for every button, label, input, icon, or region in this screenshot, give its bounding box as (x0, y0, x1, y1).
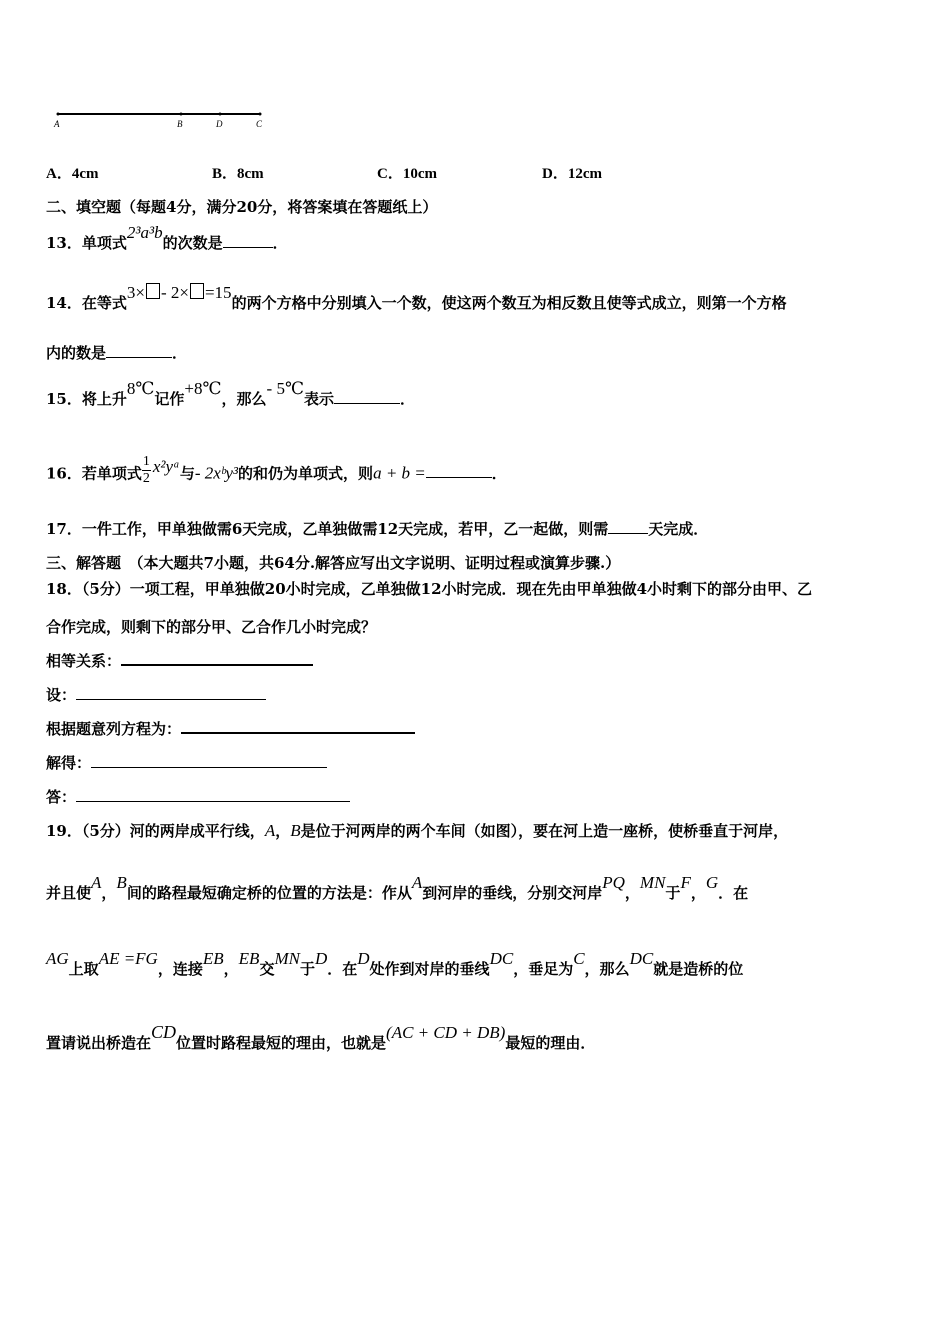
q17-suffix: 天完成． (648, 520, 709, 538)
option-c: C．10cm (377, 166, 437, 182)
q16-math-3: a + b = (373, 463, 426, 483)
q18-equal-blank[interactable] (121, 650, 313, 666)
q19-l3i: ，那么 (584, 960, 630, 978)
q19-math-dc2: DC (629, 949, 654, 968)
option-d: D．12cm (542, 166, 602, 182)
question-14-line2 (46, 342, 187, 363)
q17-prefix: 17．一件工作，甲单独做需6天完成，乙单独做需12天完成，若甲，乙一起做，则需 (46, 520, 609, 538)
q19-l4c: 最短的理由． (505, 1034, 596, 1052)
q16-frac-den: 2 (142, 471, 150, 486)
q13-end: ． (272, 234, 288, 252)
q19-l1a: 19．（5分）河的两岸成平行线， (46, 822, 265, 840)
q19-l4a: 置请说出桥造在 (46, 1034, 152, 1052)
q17-answer-blank[interactable] (608, 519, 648, 534)
q19-l3f: ．在 (327, 960, 358, 978)
q19-l2b: ， (101, 884, 117, 902)
q19-math-d2: D (357, 949, 370, 968)
q16-prefix: 16．若单项式 (46, 464, 142, 483)
q19-l2-math-a: A (91, 873, 102, 892)
q19-l3j: 就是造桥的位 (653, 960, 744, 978)
q14-answer-blank[interactable] (106, 343, 172, 358)
q14-math-a: 3× (126, 283, 145, 302)
q18-solve-row (46, 752, 327, 773)
q13-answer-blank[interactable] (223, 233, 273, 248)
q19-math-eb2: EB (238, 949, 260, 968)
q19-math-sum: (AC + CD + DB) (386, 1023, 506, 1042)
option-b: B．8cm (212, 166, 264, 182)
q14-box-2[interactable] (190, 283, 204, 299)
q18-solve-blank[interactable] (91, 753, 327, 768)
q15-answer-blank[interactable] (334, 389, 400, 404)
q19-l4b: 位置时路程最短的理由，也就是 (176, 1034, 387, 1052)
q19-math-d: D (314, 949, 328, 968)
q19-l2a: 并且使 (46, 884, 92, 902)
q18-equation-row (46, 718, 415, 739)
label-c: C (256, 119, 263, 129)
q14-math (127, 283, 232, 302)
q15-math-1: 8℃ (126, 379, 155, 398)
question-18-line1: 18．（5分）一项工程，甲单独做20小时完成，乙单独做12小时完成．现在先由甲单独做4小时剩下的部分由甲、乙 (46, 580, 813, 598)
q18-solve-label: 解得： (46, 754, 92, 772)
q16-text-1: 与 (179, 464, 195, 483)
q19-l2e: ， (624, 884, 640, 902)
q16-frac-num: 1 (142, 454, 150, 469)
q15-text-1: 记作 (154, 390, 185, 408)
q19-math-pq: PQ (602, 873, 625, 892)
q19-l2f: 于 (665, 884, 681, 902)
q19-l1c: 是位于河两岸的两个车间（如图），要在河上造一座桥，使桥垂直于河岸， (300, 822, 789, 840)
q15-text-2: ，那么 (221, 390, 267, 408)
q19-math-mn2: MN (274, 949, 300, 968)
q19-math-b: B (290, 821, 301, 840)
q19-l2c: 间的路程最短确定桥的位置的方法是：作从 (126, 884, 412, 902)
q19-math-dc: DC (489, 949, 514, 968)
q19-l2g: ， (690, 884, 706, 902)
question-13 (46, 223, 288, 253)
question-15 (46, 379, 416, 409)
q16-end: ． (491, 464, 507, 483)
question-17 (46, 518, 708, 539)
q16-text-2: 的和仍为单项式，则 (238, 464, 374, 483)
q14-suffix: 的两个方格中分别填入一个数，使这两个数互为相反数且使等式成立，则第一个方格 (231, 294, 787, 312)
option-a: A．4cm (46, 166, 99, 182)
q19-math-ag: AG (46, 949, 69, 968)
q19-math-aefg: AE =FG (98, 949, 158, 968)
section3-heading: 三、解答题 （本大题共7小题，共64分.解答应写出文字说明、证明过程或演算步骤.） (46, 554, 621, 572)
q18-let-label: 设： (46, 686, 77, 704)
q13-prefix: 13．单项式 (46, 234, 127, 252)
section2-heading: 二、填空题（每题4分，满分20分，将答案填在答题纸上） (46, 198, 438, 216)
q16-answer-blank[interactable] (426, 463, 492, 478)
q14-end: ． (172, 344, 188, 362)
q15-math-3: - 5℃ (266, 379, 304, 398)
q13-math: 2³a³b (126, 223, 163, 242)
q19-l3d: 交 (259, 960, 275, 978)
q18-let-row (46, 684, 266, 705)
label-a: A (54, 119, 60, 129)
question-18-line2: 合作完成，则剩下的部分甲、乙合作几小时完成？ (46, 618, 377, 636)
q18-let-blank[interactable] (76, 685, 266, 700)
q14-math-c: =15 (204, 283, 232, 302)
q13-suffix: 的次数是 (162, 234, 223, 252)
q19-l3b: ，连接 (157, 960, 203, 978)
q14-line2: 内的数是 (46, 344, 107, 362)
question-14 (46, 283, 787, 313)
question-19-line2 (46, 873, 749, 903)
q19-l1b: ， (275, 822, 291, 840)
segment-diagram (48, 104, 278, 134)
q16-math-2: - 2xᵇy³ (194, 463, 239, 483)
q15-math-2: +8℃ (184, 379, 222, 398)
q19-l2d: 到河岸的垂线，分别交河岸 (422, 884, 603, 902)
point-d (219, 113, 222, 116)
q19-l2-math-a2: A (411, 873, 423, 892)
q19-l2h: ．在 (718, 884, 749, 902)
q18-answer-blank[interactable] (76, 787, 350, 802)
q18-equation-blank[interactable] (181, 718, 415, 734)
question-19-line3 (46, 949, 744, 979)
q19-l3h: ，垂足为 (513, 960, 574, 978)
question-19-line4 (46, 1022, 596, 1053)
question-19-line1 (46, 820, 788, 841)
q19-l2-math-b: B (116, 873, 127, 892)
q18-equal-row (46, 650, 313, 671)
q19-math-cd: CD (151, 1022, 177, 1042)
q19-math-a: A (264, 821, 276, 840)
q14-math-b: - 2× (160, 283, 189, 302)
q16-fraction (142, 454, 153, 486)
question-16 (46, 454, 507, 491)
q14-box-1[interactable] (146, 283, 160, 299)
q19-math-c: C (573, 949, 585, 968)
q18-answer-label: 答： (46, 788, 77, 806)
q16-math-1: x²yᵃ (152, 457, 180, 477)
q15-text-3: 表示 (303, 390, 334, 408)
point-a (57, 113, 60, 116)
q19-l3e: 于 (299, 960, 315, 978)
q18-equation-label: 根据题意列方程为： (46, 720, 182, 738)
q14-prefix: 14．在等式 (46, 294, 127, 312)
q19-math-f: F (680, 873, 691, 892)
q15-prefix: 15．将上升 (46, 390, 127, 408)
q19-l3c: ， (223, 960, 239, 978)
q19-math-mn: MN (639, 873, 666, 892)
q19-l3g: 处作到对岸的垂线 (369, 960, 490, 978)
point-b (180, 113, 183, 116)
q15-end: ． (400, 390, 416, 408)
q18-equal-label: 相等关系： (46, 652, 122, 670)
label-b: B (177, 119, 183, 129)
q19-math-eb: EB (202, 949, 224, 968)
q19-l3a: 上取 (68, 960, 99, 978)
label-d: D (216, 119, 223, 129)
q19-math-g: G (705, 873, 719, 892)
q18-answer-row (46, 786, 350, 807)
point-c (259, 113, 262, 116)
